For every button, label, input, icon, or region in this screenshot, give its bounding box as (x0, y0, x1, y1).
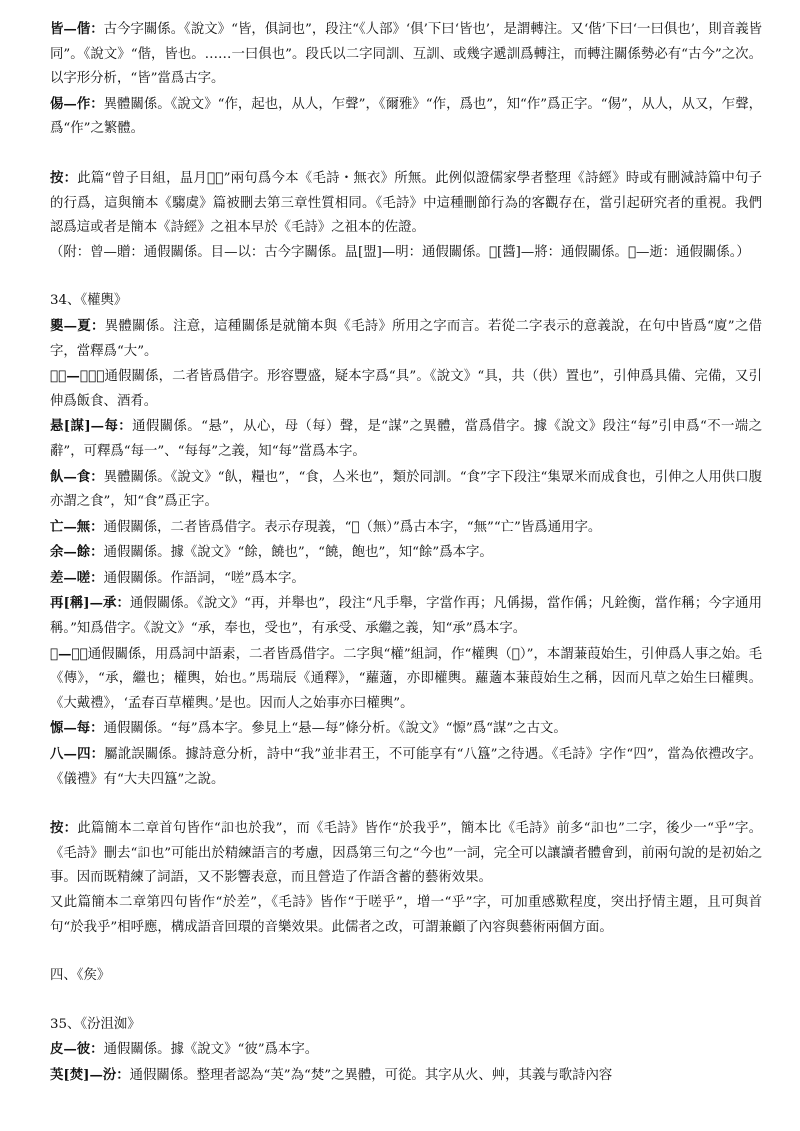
entry-body: （附：曾—贈：通假關係。目—以：古今字關係。昷[盟]—明：通假關係。𥄂[醬]—將：通假關係。𨒪—逝：通假關係。） (50, 244, 750, 260)
entry-body: 異體關係。《說文》“作，起也，从人，乍聲”，《爾雅》“作，爲也”，知“作”爲正字。“㑥”，从人，从又，乍聲，爲“作”之繁體。 (50, 96, 762, 137)
text-paragraph (50, 1013, 762, 1038)
entry-body: 異體關係。注意，這種關係是就簡本與《毛詩》所用之字而言。若從二字表示的意義說，在句中皆爲“廈”之借字，當釋爲“大”。 (50, 318, 762, 359)
entry-body: 通假關係。“悬”，从心，母（每）聲，是“謀”之異體，當爲借字。據《說文》段注“每”引申爲“不一端之辭”，可釋爲“每一”、“每每”之義，知“每”當爲本字。 (50, 419, 762, 459)
gloss-entry (50, 1037, 762, 1063)
entry-body: 通假關係，二者皆爲借字。表示存現義，“𣞤（無）”爲古本字，“無”“亡”皆爲通用字。 (103, 519, 602, 535)
entry-body: 此篇簡本二章首句皆作“𧥣也於我”，而《毛詩》皆作“於我乎”，簡本比《毛詩》前多“𧥣也”二字，後少一“乎”字。《毛詩》刪去“𧥣也”可能出於精練語言的考慮，因爲第三句之“今也”一詞，完全可以讓讀者體會到，前兩句說的是初始之事。因而既精練了詞語，又不影響表意，而且營造了作語含蓄的藝術效果。 (50, 821, 763, 886)
gloss-entry (50, 17, 762, 92)
gloss-entry (50, 314, 762, 364)
entry-term: 㑥—作： (50, 95, 104, 112)
gloss-entry (50, 515, 762, 541)
gloss-entry (50, 716, 762, 742)
entry-term: 八—四： (50, 746, 105, 763)
paragraph-gap (50, 142, 762, 166)
entry-body: 通假關係。據《說文》“彼”爲本字。 (103, 1042, 319, 1058)
entry-term: 亡—無： (50, 518, 104, 535)
entry-term: 悬[謀]—每： (50, 418, 133, 435)
gloss-entry (50, 414, 762, 464)
entry-term: 飤—食： (50, 468, 104, 485)
paragraph-gap (50, 940, 762, 964)
entry-term: 芵[焚]—汾： (50, 1066, 130, 1083)
gloss-entry (50, 465, 762, 515)
entry-body: 通假關係。《說文》“再，并舉也”，段注“凡手舉，字當作再；凡偁揚，當作偁；凡銓衡，當作稱；今字通用稱。”知爲借字。《說文》“承，奉也，受也”，有承受、承繼之義，知“承”爲本字。 (50, 596, 763, 637)
gloss-entry (50, 364, 762, 414)
entry-body: 34、《權輿》 (50, 293, 128, 309)
entry-term: 㥳—每： (50, 720, 104, 737)
entry-body: 通假關係。整理者認為“芵”為“焚”之異體，可從。其字从火、艸，其義与歌詩內容 (129, 1067, 613, 1083)
entry-body: 通假關係。據《說文》“餘，饒也”，“饒，飽也”，知“餘”爲本字。 (103, 545, 493, 561)
entry-term: 差—嗟： (50, 569, 104, 586)
entry-body: 通假關係，用爲詞中語素，二者皆爲借字。二字與“權”組詞，作“權輿（𣠮）”，本謂蒹葭始生，引伸爲人事之始。毛《傳》，“承，繼也；權輿，始也。”馬瑞辰《通釋》，“蘿藡，亦即權輿。蘿藡本蒹葭始生之稱，因而凡草之始生曰權輿。《大戴禮》，‘孟春百草權輿。’是也。因而人之始事亦曰權輿”。 (50, 646, 762, 711)
entry-term: 按： (50, 169, 78, 186)
entry-term: 皮—彼： (50, 1041, 104, 1058)
entry-body: 四、《矦》 (50, 968, 111, 984)
gloss-entry (50, 742, 762, 792)
entry-body: 通假關係。“每”爲本字。參見上“悬—每”條分析。《說文》“㥳”爲“謀”之古文。 (103, 721, 567, 737)
gloss-entry (50, 816, 762, 891)
entry-term: 𣠮—輿： (50, 645, 88, 662)
text-paragraph (50, 289, 762, 314)
gloss-entry (50, 166, 762, 241)
text-paragraph (50, 891, 762, 940)
entry-body: 屬訛誤關係。據詩意分析，詩中“我”並非君王，不可能享有“八簋”之待遇。《毛詩》字作“四”，當為依禮改字。《儀禮》有“大夫四簋”之說。 (50, 747, 763, 787)
entry-term: 𥬡𥬡—渠渠： (50, 368, 105, 385)
entry-body: 通假關係，二者皆爲借字。形容豐盛，疑本字爲“具”。《說文》“具，共（供）置也”，引伸爲具備、完備，又引伸爲飯食、酒肴。 (50, 369, 762, 409)
gloss-entry (50, 540, 762, 566)
entry-body: 35、《汾沮洳》 (50, 1016, 141, 1032)
entry-body: 通假關係。作語詞，“嗟”爲本字。 (103, 570, 305, 586)
entry-body: 又此篇簡本二章第四句皆作“於差”，《毛詩》皆作“于嗟乎”，增一“乎”字，可加重感歎程度，突出抒情主題，且可與首句“於我乎”相呼應，構成語音回環的音樂效果。此儒者之改，可謂兼顧了內容與藝術兩個方面。 (50, 895, 762, 935)
paragraph-gap (50, 265, 762, 289)
paragraph-gap (50, 792, 762, 816)
gloss-entry (50, 642, 762, 717)
entry-term: 按： (50, 820, 78, 837)
entry-term: 再[稱]—承： (50, 595, 130, 612)
entry-term: 夓—夏： (50, 317, 105, 334)
text-paragraph (50, 241, 762, 266)
entry-body: 異體關係。《說文》“飤，糧也”，“食，亼米也”，類於同訓。“食”字下段注“集眾米而成食也，引伸之人用供口腹亦謂之食”，知“食”爲正字。 (50, 469, 763, 510)
gloss-entry (50, 1063, 762, 1089)
entry-body: 古今字關係。《說文》“皆，俱詞也”，段注“《人部》‘俱’下曰‘皆也’，是謂轉注。又‘偕’下曰‘一曰俱也’，則音義皆同”。《說文》“偕，皆也。……一曰俱也”。段氏以二字同訓、互訓、或幾字遞訓爲轉注，而轉注關係勢必有“古今”之次。以字形分析，“皆”當爲古字。 (50, 22, 763, 87)
paragraph-gap (50, 989, 762, 1013)
entry-term: 皆—偕： (50, 21, 104, 37)
entry-body: 此篇“曾子目組，昷月𥄂𨒪”兩句爲今本《毛詩・無衣》所無。此例似證儒家學者整理《詩經》時或有刪減詩篇中句子的行爲，這與簡本《騶虞》篇被刪去第三章性質相同。《毛詩》中這種刪節行為的客觀存在，當引起研究者的重視。我們認爲這或者是簡本《詩經》之祖本早於《毛詩》之祖本的佐證。 (50, 170, 762, 236)
gloss-entry (50, 92, 762, 142)
text-paragraph (50, 964, 762, 989)
gloss-entry (50, 591, 762, 641)
entry-term: 余—餘： (50, 544, 104, 561)
gloss-entry (50, 566, 762, 592)
